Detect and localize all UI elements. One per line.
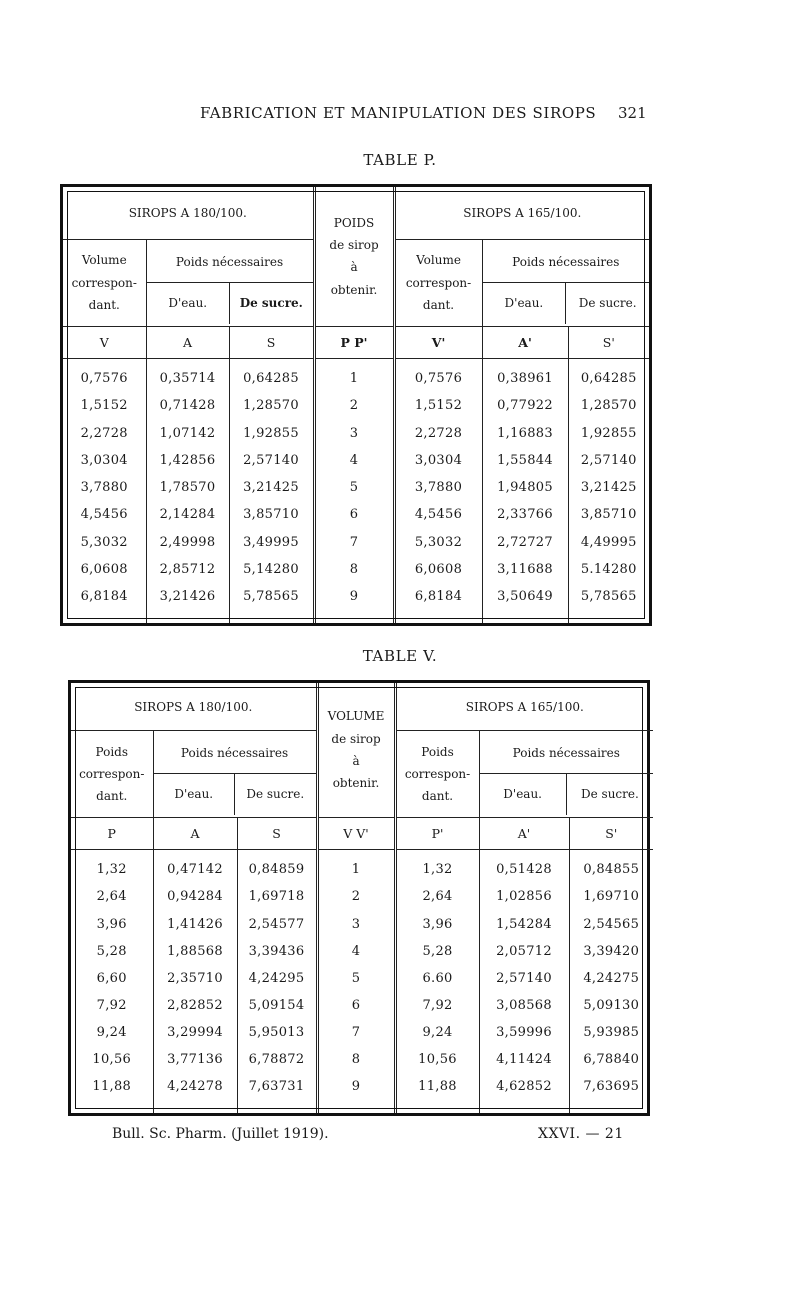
eau-header-right: D'eau. xyxy=(483,282,566,324)
table-cell: 2,57140 xyxy=(479,965,569,992)
table-cell: 5 xyxy=(317,965,395,992)
table-cell: 6 xyxy=(317,992,395,1019)
table-cell: 3 xyxy=(317,911,395,938)
sucre-header: De sucre. xyxy=(246,787,305,802)
running-title: FABRICATION ET MANIPULATION DES SIROPS xyxy=(200,104,597,122)
table-cell: 1,28570 xyxy=(580,398,637,414)
running-head xyxy=(0,104,800,128)
table-row xyxy=(71,1019,653,1046)
table-cell: 6,78872 xyxy=(248,1051,305,1067)
table-cell: 3,50649 xyxy=(482,583,568,610)
table-cell: 2,54565 xyxy=(583,916,640,932)
table-cell: 0,47142 xyxy=(153,850,237,884)
table-cell: 0,94284 xyxy=(153,884,237,911)
table-cell: 2,14284 xyxy=(146,502,229,529)
table-cell: 2,57140 xyxy=(243,452,299,468)
symbol-cell: V' xyxy=(394,326,482,358)
table-cell: 4,49995 xyxy=(580,534,637,550)
poids-sirop-header: POIDS de sirop à obtenir. xyxy=(314,187,394,326)
table-cell: 3,85710 xyxy=(580,507,637,523)
table-row xyxy=(63,359,649,393)
table-cell: 9,24 xyxy=(71,1019,153,1046)
table-cell: 2,05712 xyxy=(479,938,569,965)
poids-necessaires-header: Poids nécessaires D'eau. De sucre. xyxy=(153,731,317,818)
table-cell: 2,35710 xyxy=(153,965,237,992)
table-cell: 0,38961 xyxy=(482,359,568,393)
symbol-cell: S xyxy=(237,817,317,849)
volume-header-right: Volume correspon- dant. xyxy=(394,239,482,326)
table-cell: 5,14280 xyxy=(243,561,299,577)
table-row xyxy=(63,447,649,474)
symbol-cell: A' xyxy=(479,817,569,849)
table-cell: 2 xyxy=(314,393,394,420)
table-cell: 3,0304 xyxy=(63,447,146,474)
table-cell: 4,11424 xyxy=(479,1046,569,1073)
table-cell: 1,88568 xyxy=(153,938,237,965)
page-footer xyxy=(0,1126,800,1150)
table-cell: 1,5152 xyxy=(63,393,146,420)
table-cell: 7,63731 xyxy=(248,1079,305,1095)
table-row xyxy=(63,420,649,447)
table-cell: 0,64285 xyxy=(580,371,637,387)
table-cell: 8 xyxy=(314,556,394,583)
table-row xyxy=(63,529,649,556)
table-cell: 2,49998 xyxy=(146,529,229,556)
right-group-header: SIROPS A 165/100. xyxy=(395,683,653,731)
table-cell: 3,59996 xyxy=(479,1019,569,1046)
table-cell: 2,64 xyxy=(395,884,479,911)
table-cell: 4 xyxy=(314,447,394,474)
table-cell: 1 xyxy=(317,850,395,884)
table-cell: 5,93985 xyxy=(583,1024,640,1040)
table-cell: 5,3032 xyxy=(394,529,482,556)
table-cell: 1,69710 xyxy=(583,889,640,905)
table-cell: 1,32 xyxy=(71,850,153,884)
table-cell: 3,21425 xyxy=(580,480,637,496)
table-row xyxy=(63,393,649,420)
table-row xyxy=(63,583,649,610)
table-cell: 6,78840 xyxy=(583,1051,640,1067)
table-cell: 2,54577 xyxy=(248,916,305,932)
table-cell: 3,08568 xyxy=(479,992,569,1019)
table-cell: 0,84855 xyxy=(583,862,640,878)
table-cell: 3,11688 xyxy=(482,556,568,583)
table-cell: 2,57140 xyxy=(580,452,637,468)
table-cell: 2,33766 xyxy=(482,502,568,529)
table-cell: 6,0608 xyxy=(63,556,146,583)
symbol-cell: P xyxy=(71,817,153,849)
table-cell: 8 xyxy=(317,1046,395,1073)
table-cell: 2,72727 xyxy=(482,529,568,556)
table-cell: 3,96 xyxy=(395,911,479,938)
table-cell: 7 xyxy=(314,529,394,556)
eau-header-right: D'eau. xyxy=(480,774,567,816)
table-cell: 5,78565 xyxy=(580,588,637,604)
symbol-cell: A xyxy=(153,817,237,849)
table-row xyxy=(71,911,653,938)
table-cell: 3 xyxy=(314,420,394,447)
poids-corresp-header: Poids correspon- dant. xyxy=(71,731,153,818)
table-cell: 0,51428 xyxy=(479,850,569,884)
symbol-cell: P P' xyxy=(314,326,394,358)
table-cell: 2,82852 xyxy=(153,992,237,1019)
table-cell: 1,32 xyxy=(395,850,479,884)
table-cell: 5,95013 xyxy=(248,1024,305,1040)
table-cell: 5.14280 xyxy=(580,561,637,577)
table-cell: 9 xyxy=(317,1073,395,1100)
table-cell: 1,42856 xyxy=(146,447,229,474)
table-cell: 0,7576 xyxy=(63,359,146,393)
table-cell: 3,7880 xyxy=(63,474,146,501)
table-cell: 4,5456 xyxy=(63,502,146,529)
table-cell: 11,88 xyxy=(395,1073,479,1100)
table-cell: 3,7880 xyxy=(394,474,482,501)
table-row xyxy=(71,1046,653,1073)
signature-mark: XXVI. — 21 xyxy=(538,1126,624,1142)
table-cell: 4 xyxy=(317,938,395,965)
table-cell: 1,07142 xyxy=(146,420,229,447)
table-cell: 3,39420 xyxy=(583,943,640,959)
poids-necessaires-header: Poids nécessaires D'eau. De sucre. xyxy=(146,239,314,326)
table-v-title: TABLE V. xyxy=(362,647,438,665)
symbol-cell: S' xyxy=(568,326,649,358)
table-cell: 4,24275 xyxy=(583,970,640,986)
table-v xyxy=(68,680,650,1116)
table-cell: 4,5456 xyxy=(394,502,482,529)
table-cell: 0,71428 xyxy=(146,393,229,420)
page-number: 321 xyxy=(618,104,647,122)
table-cell: 1,5152 xyxy=(394,393,482,420)
table-cell: 7 xyxy=(317,1019,395,1046)
table-cell: 5,78565 xyxy=(243,588,299,604)
table-cell: 1,02856 xyxy=(479,884,569,911)
table-row xyxy=(71,850,653,884)
table-cell: 1,16883 xyxy=(482,420,568,447)
table-cell: 2,2728 xyxy=(394,420,482,447)
table-cell: 6,60 xyxy=(71,965,153,992)
table-cell: 0,84859 xyxy=(248,862,305,878)
table-cell: 1,69718 xyxy=(248,889,305,905)
table-row xyxy=(63,474,649,501)
sucre-header-right: De sucre. xyxy=(581,787,639,802)
right-group-header: SIROPS A 165/100. xyxy=(394,187,649,239)
table-cell: 4,24278 xyxy=(153,1073,237,1100)
table-cell: 5,3032 xyxy=(63,529,146,556)
table-cell: 7,92 xyxy=(395,992,479,1019)
table-row xyxy=(63,502,649,529)
table-cell: 1,94805 xyxy=(482,474,568,501)
symbol-cell: S' xyxy=(569,817,653,849)
table-p-title: TABLE P. xyxy=(363,151,437,169)
table-cell: 3,21425 xyxy=(243,480,299,496)
table-cell: 2 xyxy=(317,884,395,911)
left-group-header: SIROPS A 180/100. xyxy=(63,187,314,239)
table-cell: 3,49995 xyxy=(243,534,299,550)
table-cell: 0,35714 xyxy=(146,359,229,393)
symbol-cell: P' xyxy=(395,817,479,849)
table-cell: 1,78570 xyxy=(146,474,229,501)
table-cell: 5,09154 xyxy=(248,997,305,1013)
symbol-cell: S xyxy=(229,326,314,358)
table-cell: 0,64285 xyxy=(243,371,299,387)
table-cell: 3,77136 xyxy=(153,1046,237,1073)
table-cell: 5,28 xyxy=(71,938,153,965)
table-row xyxy=(63,556,649,583)
volume-sirop-header: VOLUME de sirop à obtenir. xyxy=(317,683,395,817)
symbol-cell: A' xyxy=(482,326,568,358)
table-cell: 7,92 xyxy=(71,992,153,1019)
table-cell: 1,41426 xyxy=(153,911,237,938)
table-cell: 5,09130 xyxy=(583,997,640,1013)
table-cell: 9 xyxy=(314,583,394,610)
poids-corresp-header-right: Poids correspon- dant. xyxy=(395,731,479,818)
table-cell: 1,55844 xyxy=(482,447,568,474)
table-cell: 6 xyxy=(314,502,394,529)
table-cell: 3,21426 xyxy=(146,583,229,610)
table-cell: 1 xyxy=(314,359,394,393)
poids-necessaires-header-right: Poids nécessaires D'eau. De sucre. xyxy=(482,239,649,326)
table-cell: 2,64 xyxy=(71,884,153,911)
table-cell: 6.60 xyxy=(395,965,479,992)
table-p xyxy=(60,184,652,626)
table-cell: 0,77922 xyxy=(482,393,568,420)
sucre-header: De sucre. xyxy=(239,296,303,311)
eau-header: D'eau. xyxy=(154,774,235,816)
table-cell: 6,8184 xyxy=(394,583,482,610)
table-row xyxy=(71,992,653,1019)
table-cell: 1,28570 xyxy=(243,398,299,414)
table-cell: 2,85712 xyxy=(146,556,229,583)
sucre-header-right: De sucre. xyxy=(578,296,637,311)
table-cell: 10,56 xyxy=(395,1046,479,1073)
symbol-cell: V V' xyxy=(317,817,395,849)
table-row xyxy=(71,938,653,965)
table-cell: 3,0304 xyxy=(394,447,482,474)
table-cell: 3,96 xyxy=(71,911,153,938)
left-group-header: SIROPS A 180/100. xyxy=(71,683,317,731)
table-cell: 3,39436 xyxy=(248,943,305,959)
symbol-cell: V xyxy=(63,326,146,358)
table-row xyxy=(71,1073,653,1100)
table-cell: 1,54284 xyxy=(479,911,569,938)
table-cell: 4,24295 xyxy=(248,970,305,986)
table-cell: 3,85710 xyxy=(243,507,299,523)
table-row xyxy=(71,965,653,992)
volume-header: Volume correspon- dant. xyxy=(63,239,146,326)
table-cell: 11,88 xyxy=(71,1073,153,1100)
table-cell: 0,7576 xyxy=(394,359,482,393)
journal-citation: Bull. Sc. Pharm. (Juillet 1919). xyxy=(112,1126,329,1142)
symbol-cell: A xyxy=(146,326,229,358)
table-cell: 6,0608 xyxy=(394,556,482,583)
table-cell: 7,63695 xyxy=(583,1079,640,1095)
table-cell: 4,62852 xyxy=(479,1073,569,1100)
table-cell: 3,29994 xyxy=(153,1019,237,1046)
table-cell: 1,92855 xyxy=(580,425,637,441)
table-cell: 6,8184 xyxy=(63,583,146,610)
table-cell: 10,56 xyxy=(71,1046,153,1073)
poids-necessaires-header-right: Poids nécessaires D'eau. De sucre. xyxy=(479,731,653,818)
table-cell: 2,2728 xyxy=(63,420,146,447)
table-row xyxy=(71,884,653,911)
table-cell: 5,28 xyxy=(395,938,479,965)
eau-header: D'eau. xyxy=(147,282,230,324)
table-cell: 9,24 xyxy=(395,1019,479,1046)
table-cell: 5 xyxy=(314,474,394,501)
table-cell: 1,92855 xyxy=(243,425,299,441)
